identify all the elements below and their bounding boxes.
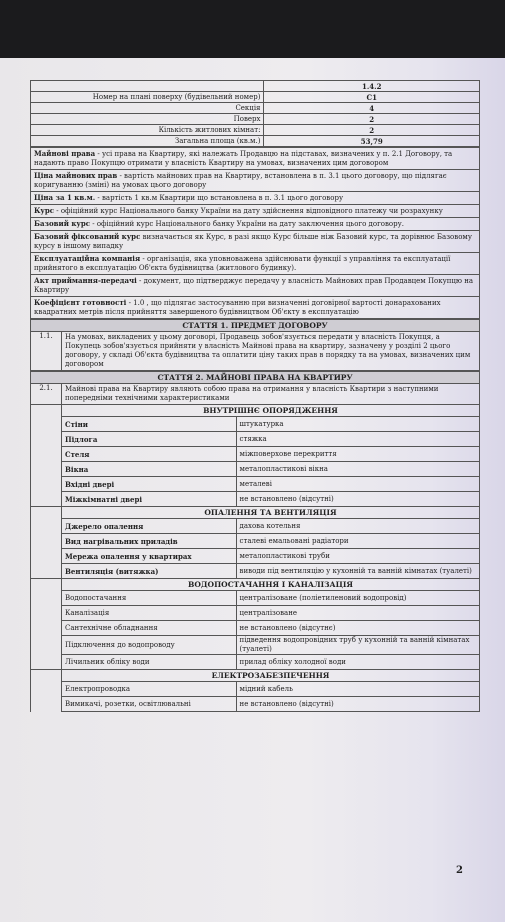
- apartment-header-table: [30, 80, 480, 147]
- spec-row: [31, 682, 480, 697]
- spec-value: централізоване: [236, 606, 479, 621]
- spec-row: [31, 621, 480, 636]
- spec-row: [31, 549, 480, 564]
- header-value: 4: [264, 103, 480, 114]
- definition-cell: [31, 205, 480, 218]
- article-1-title: СТАТТЯ 1. ПРЕДМЕТ ДОГОВОРУ: [31, 320, 480, 332]
- spec-value: металопластикові вікна: [236, 462, 479, 477]
- spec-value: стяжка: [236, 432, 479, 447]
- spec-row: [31, 655, 480, 670]
- definition-cell: [31, 231, 480, 253]
- definition-row: [31, 170, 480, 192]
- definition-term: Базовий фіксований курс: [34, 232, 141, 241]
- spec-label: Міжкімнатні двері: [62, 492, 237, 507]
- spec-label: Вид нагрівальних приладів: [62, 534, 237, 549]
- header-label: Секція: [31, 103, 264, 114]
- spec-label: Вентиляція (витяжка): [62, 564, 237, 579]
- header-value: 53,79: [264, 136, 480, 147]
- clause-text: Майнові права на Квартиру являють собою права на отримання у власність Квартири з наступними попередніми технічними характеристиками: [62, 384, 480, 405]
- definition-term: Базовий курс: [34, 219, 91, 228]
- group-header-row: [31, 670, 480, 682]
- spec-row: [31, 462, 480, 477]
- header-value: С1: [264, 92, 480, 103]
- spec-label: Сантехнічне обладнання: [62, 621, 237, 636]
- spec-label: Стеля: [62, 447, 237, 462]
- definition-text: - офіційний курс Національного банку України на дату заключення цього договору.: [90, 220, 404, 228]
- definition-cell: [31, 148, 480, 170]
- definition-term: Акт приймання-передачі: [34, 276, 137, 285]
- spec-label: Водопостачання: [62, 591, 237, 606]
- spec-row: [31, 519, 480, 534]
- spec-value: не встановлено (відсутні): [236, 697, 479, 712]
- definition-cell: [31, 170, 480, 192]
- definition-term: Майнові права: [34, 149, 96, 158]
- header-label: Кількість житлових кімнат:: [31, 125, 264, 136]
- definition-cell: [31, 218, 480, 231]
- indent-cell: [31, 579, 62, 670]
- definition-term: Курс: [34, 206, 55, 215]
- spec-value: металеві: [236, 477, 479, 492]
- header-value: 2: [264, 125, 480, 136]
- definition-row: [31, 218, 480, 231]
- definition-row: [31, 192, 480, 205]
- article-2-table: [30, 371, 480, 712]
- definition-row: [31, 205, 480, 218]
- article-2-title: СТАТТЯ 2. МАЙНОВІ ПРАВА НА КВАРТИРУ: [31, 372, 480, 384]
- header-value: 1.4.2: [264, 81, 480, 92]
- document-page: [0, 58, 505, 922]
- spec-value: металопластикові труби: [236, 549, 479, 564]
- definition-text: - організація, яка уповноважена здійснювати функції з управління та експлуатації прийнятого в експлуатацію Об'єкта будівництва (житлового будинку).: [34, 255, 451, 272]
- definition-cell: [31, 253, 480, 275]
- clause-text: На умовах, викладених у цьому договорі, Продавець зобов'язується передати у власність Покупця, а Покупець зобов'язується прийняти у власність Майнові права на квартиру, зазначену у розділі 2 цього договору, у складі Об'єкта будівництва та оплатити ціну таких прав в порядку та на умовах, визначених цим договором: [62, 332, 480, 371]
- clause-number: 2.1.: [31, 384, 62, 405]
- spec-row: [31, 606, 480, 621]
- spec-row: [31, 636, 480, 655]
- spec-row: [31, 432, 480, 447]
- spec-value: виводи під вентиляцію у кухонній та ванній кімнатах (туалеті): [236, 564, 479, 579]
- spec-row: [31, 447, 480, 462]
- spec-row: [31, 564, 480, 579]
- header-row: [31, 103, 480, 114]
- definition-text: - вартість майнових прав на Квартиру, встановлена в п. 3.1 цього договору, що підлягає коригуванню (зміні) на умовах цього договору: [34, 172, 447, 189]
- header-row: [31, 125, 480, 136]
- header-label: Номер на плані поверху (будівельний номер): [31, 92, 264, 103]
- indent-cell: [31, 405, 62, 507]
- indent-cell: [31, 507, 62, 579]
- definition-row: [31, 297, 480, 319]
- group-header-row: [31, 579, 480, 591]
- spec-label: Каналізація: [62, 606, 237, 621]
- group-title: ВНУТРІШНЄ ОПОРЯДЖЕННЯ: [62, 405, 480, 417]
- spec-label: Джерело опалення: [62, 519, 237, 534]
- group-title: ОПАЛЕННЯ ТА ВЕНТИЛЯЦІЯ: [62, 507, 480, 519]
- spec-row: [31, 697, 480, 712]
- contract-sheet: [30, 80, 480, 712]
- spec-value: штукатурка: [236, 417, 479, 432]
- definition-term: Ціна майнових прав: [34, 171, 118, 180]
- header-row: [31, 136, 480, 147]
- spec-value: підведення водопровідних труб у кухонній та ванній кімнатах (туалеті): [236, 636, 479, 655]
- indent-cell: [31, 670, 62, 712]
- spec-value: прилад обліку холодної води: [236, 655, 479, 670]
- definition-row: [31, 253, 480, 275]
- spec-value: мідний кабель: [236, 682, 479, 697]
- definition-term: Ціна за 1 кв.м.: [34, 193, 96, 202]
- article-1-table: [30, 319, 480, 371]
- spec-value: централізоване (поліетиленовий водопровід): [236, 591, 479, 606]
- spec-label: Підлога: [62, 432, 237, 447]
- spec-row: [31, 591, 480, 606]
- definition-text: - офіційний курс Національного банку України на дату здійснення відповідного платежу чи розрахунку: [54, 207, 443, 215]
- header-row: [31, 81, 480, 92]
- spec-row: [31, 417, 480, 432]
- group-title: ВОДОПОСТАЧАННЯ І КАНАЛІЗАЦІЯ: [62, 579, 480, 591]
- spec-label: Лічильник обліку води: [62, 655, 237, 670]
- header-row: [31, 92, 480, 103]
- group-header-row: [31, 507, 480, 519]
- spec-value: міжповерхове перекриття: [236, 447, 479, 462]
- spec-value: сталеві емальовані радіатори: [236, 534, 479, 549]
- definition-row: [31, 231, 480, 253]
- header-label: Поверх: [31, 114, 264, 125]
- page-number: 2: [456, 865, 463, 876]
- definition-term: Експлуатаційна компанія: [34, 254, 141, 263]
- header-label: [31, 81, 264, 92]
- spec-row: [31, 534, 480, 549]
- spec-value: дахова котельня: [236, 519, 479, 534]
- definition-text: визначається як Курс, в разі якщо Курс більше ніж Базовий курс, та дорівнює Базовому курсу в іншому випадку: [34, 233, 472, 250]
- spec-label: Вхідні двері: [62, 477, 237, 492]
- definition-row: [31, 275, 480, 297]
- definition-cell: [31, 275, 480, 297]
- group-title: ЕЛЕКТРОЗАБЕЗПЕЧЕННЯ: [62, 670, 480, 682]
- definitions-table: [30, 147, 480, 319]
- spec-label: Мережа опалення у квартирах: [62, 549, 237, 564]
- group-header-row: [31, 405, 480, 417]
- definition-text: - усі права на Квартиру, які належать Продавцю на підставах, визначених у п. 2.1 Договору, та надають право Покупцю отримати у власність Квартиру на умовах, визначених цим договором: [34, 150, 453, 167]
- definition-text: - вартість 1 кв.м Квартири що встановлена в п. 3.1 цього договору: [95, 194, 344, 202]
- spec-label: Вимикачі, розетки, освітлювальні: [62, 697, 237, 712]
- spec-label: Стіни: [62, 417, 237, 432]
- header-row: [31, 114, 480, 125]
- definition-text: - 1.0 , що підлягає застосуванню при визначенні договірної вартості донарахованих квадратних метрів після прийняття завершеного будівництвом Об'єкту в експлуатацію: [34, 299, 441, 316]
- spec-row: [31, 492, 480, 507]
- spec-label: Вікна: [62, 462, 237, 477]
- definition-text: - документ, що підтверджує передачу у власність Майнових прав Продавцем Покупцю на Квартиру: [34, 277, 474, 294]
- clause-number: 1.1.: [31, 332, 62, 371]
- spec-label: Електропроводка: [62, 682, 237, 697]
- definition-cell: [31, 297, 480, 319]
- definition-row: [31, 148, 480, 170]
- definition-cell: [31, 192, 480, 205]
- spec-label: Підключення до водопроводу: [62, 636, 237, 655]
- header-value: 2: [264, 114, 480, 125]
- definition-term: Коефіцієнт готовності: [34, 298, 127, 307]
- spec-value: не встановлено (відсутні): [236, 492, 479, 507]
- header-label: Загальна площа (кв.м.): [31, 136, 264, 147]
- spec-value: не встановлено (відсутнє): [236, 621, 479, 636]
- spec-row: [31, 477, 480, 492]
